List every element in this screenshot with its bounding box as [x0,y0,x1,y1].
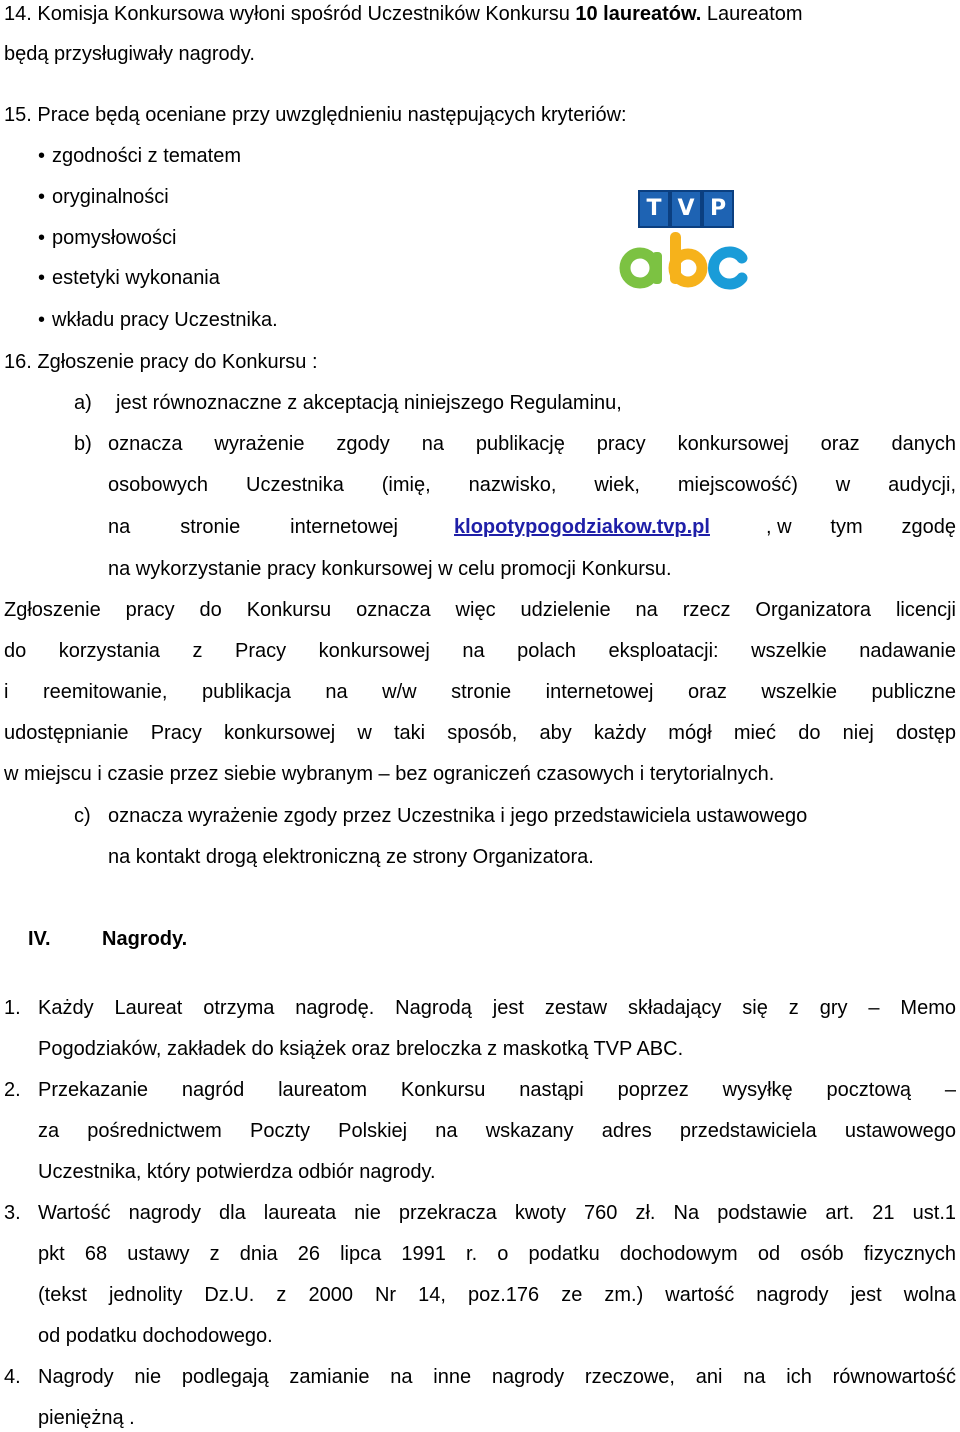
prize-number: 2. [4,1079,21,1101]
prize-line: Wartość nagrody dla laureata nie przekracza kwoty 760 zł. Na podstawie art. 21 ust.1 [38,1202,956,1224]
abc-logo-graphic [618,230,750,290]
prize-number: 1. [4,997,21,1019]
point-15-intro: 15. Prace będą oceniane przy uwzględnieniu następujących kryteriów: [4,104,627,126]
abc-c-arc [714,252,742,284]
word: , w [765,516,792,538]
point-16-b-line-4: na wykorzystanie pracy konkursowej w celu promocji Konkursu. [108,558,672,580]
tvp-abc-logo [618,186,750,296]
prize-line: Uczestnika, który potwierdza odbiór nagrody. [38,1161,436,1183]
point-16-b-marker: b) [74,433,92,455]
prize-line: Przekazanie nagród laureatom Konkursu nastąpi poprzez wysyłkę pocztową – [38,1079,956,1101]
point-16-a-marker: a) [74,392,92,414]
abc-a-stem [652,252,662,284]
tvp-letter: V [670,190,702,228]
word: stronie [180,516,241,538]
prize-line: pieniężną . [38,1407,135,1429]
section-title: Nagrody. [102,928,188,950]
prize-line: za pośrednictwem Poczty Polskiej na wskazany adres przedstawiciela ustawowego [38,1120,956,1142]
word: internetowej [290,516,398,538]
criterion-item: • estetyki wykonania [38,266,220,290]
tvp-letter: T [638,190,670,228]
abc-b-bowl [674,254,702,282]
point-16-b-line-3-b [766,515,956,539]
point-16-b-line-3-a [108,515,398,539]
point-14-text-c: Laureatom [701,3,803,25]
point-16-b-line-2: osobowych Uczestnika (imię, nazwisko, wiek, miejscowość) w audycji, [108,474,956,496]
word: zgodę [901,516,956,538]
point-16-c-line-2: na kontakt drogą elektroniczną ze strony Organizatora. [108,846,594,868]
criterion-item: • pomysłowości [38,226,177,250]
prize-line: pkt 68 ustawy z dnia 26 lipca 1991 r. o podatku dochodowym od osób fizycznych [38,1243,956,1265]
point-16-c-marker: c) [74,805,91,827]
abc-a-bowl [625,253,655,283]
laureates-count: 10 laureatów. [575,3,702,25]
word: tym [830,516,863,538]
point-14-line-2: będą przysługiwały nagrody. [4,43,255,65]
tvp-letter: P [702,190,734,228]
word: na [108,516,131,538]
prize-line: Każdy Laureat otrzyma nagrodę. Nagrodą jest zestaw składający się z gry – Memo [38,997,956,1019]
tvp-logo-letters [638,190,734,230]
website-link[interactable]: klopotypogodziakow.tvp.pl [454,516,710,538]
point-16-intro: 16. Zgłoszenie pracy do Konkursu : [4,351,318,373]
point-16-a-text: jest równoznaczne z akceptacją niniejszego Regulaminu, [116,392,622,414]
point-14-text-a: 14. Komisja Konkursowa wyłoni spośród Uczestników Konkursu [4,3,576,25]
prize-line: (tekst jednolity Dz.U. z 2000 Nr 14, poz.176 ze zm.) wartość nagrody jest wolna [38,1284,956,1306]
prize-line: od podatku dochodowego. [38,1325,273,1347]
criterion-item: • oryginalności [38,185,169,209]
criterion-item: • wkładu pracy Uczestnika. [38,308,278,332]
point-16-b-line-3 [108,515,956,539]
licence-line-2: do korzystania z Pracy konkursowej na polach eksploatacji: wszelkie nadawanie [4,640,956,662]
prize-number: 3. [4,1202,21,1224]
prize-line: Pogodziaków, zakładek do książek oraz breloczka z maskotką TVP ABC. [38,1038,684,1060]
licence-line-1: Zgłoszenie pracy do Konkursu oznacza więc udzielenie na rzecz Organizatora licencji [4,599,956,621]
licence-line-4: udostępnianie Pracy konkursowej w taki sposób, aby każdy mógł mieć do niej dostęp [4,722,956,744]
point-16-c-line-1: oznacza wyrażenie zgody przez Uczestnika i jego przedstawiciela ustawowego [108,805,808,827]
point-14-line-1 [4,2,803,26]
licence-line-5: w miejscu i czasie przez siebie wybranym – bez ograniczeń czasowych i terytorialnych. [4,763,775,785]
prize-line: Nagrody nie podlegają zamianie na inne nagrody rzeczowe, ani na ich równowartość [38,1366,956,1388]
prize-number: 4. [4,1366,21,1388]
point-16-b-line-1: oznacza wyrażenie zgody na publikację pracy konkursowej oraz danych [108,433,956,455]
licence-line-3: i reemitowanie, publikacja na w/w stronie internetowej oraz wszelkie publiczne [4,681,956,703]
section-number: IV. [28,928,51,950]
criterion-item: • zgodności z tematem [38,144,241,168]
